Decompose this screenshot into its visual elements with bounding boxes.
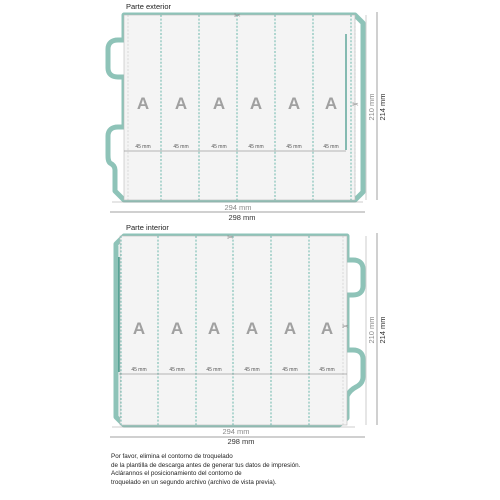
column-width-label: 45 mm	[169, 367, 185, 373]
panel-interior	[110, 223, 387, 446]
instruction-note	[111, 453, 411, 488]
panel-exterior	[108, 2, 387, 222]
panel-exterior-title: Parte exterior	[126, 2, 172, 11]
outer-width-label: 298 mm	[227, 437, 255, 446]
outer-height-label: 214 mm	[378, 316, 387, 344]
scissors-icon: ✂	[352, 100, 359, 109]
note-line: Aclárannos el posicionamiento del contorno de	[111, 470, 242, 478]
column-letter: A	[174, 94, 188, 113]
scissors-icon: ✂	[227, 233, 234, 242]
column-width-label: 45 mm	[206, 367, 222, 373]
outer-width-label: 298 mm	[228, 213, 256, 222]
print-area	[124, 15, 355, 200]
column-letter: A	[283, 319, 297, 338]
column-letter: A	[212, 94, 226, 113]
column-width-label: 45 mm	[211, 144, 227, 150]
column-width-label: 45 mm	[135, 144, 151, 150]
column-width-label: 45 mm	[286, 144, 302, 150]
column-width-label: 45 mm	[282, 367, 298, 373]
column-letter: A	[132, 319, 146, 338]
column-letter: A	[245, 319, 259, 338]
column-letter: A	[287, 94, 301, 113]
inner-height-label: 210 mm	[367, 316, 376, 344]
note-line: de la plantilla de descarga antes de generar tus datos de impresión.	[111, 461, 301, 469]
inner-height-label: 210 mm	[367, 93, 376, 121]
column-letter: A	[324, 94, 338, 113]
inner-width-label: 294 mm	[222, 427, 250, 436]
column-letter: A	[249, 94, 263, 113]
column-width-label: 45 mm	[323, 144, 339, 150]
column-width-label: 45 mm	[173, 144, 189, 150]
note-line: Por favor, elimina el contorno de troquelado	[111, 453, 233, 460]
column-width-label: 45 mm	[248, 144, 264, 150]
scissors-icon: ✂	[342, 322, 349, 331]
column-letter: A	[170, 319, 184, 338]
scissors-icon: ✂	[234, 11, 241, 20]
column-width-label: 45 mm	[319, 367, 335, 373]
column-letter: A	[136, 94, 150, 113]
outer-height-label: 214 mm	[378, 93, 387, 121]
column-letter: A	[207, 319, 221, 338]
note-line: troquelado en un segundo archivo (archivo de vista previa).	[111, 479, 277, 487]
column-letter: A	[320, 319, 334, 338]
column-width-label: 45 mm	[131, 367, 147, 373]
print-area	[120, 236, 347, 425]
panel-interior-title: Parte interior	[126, 223, 169, 232]
column-width-label: 45 mm	[244, 367, 260, 373]
inner-width-label: 294 mm	[224, 203, 252, 212]
